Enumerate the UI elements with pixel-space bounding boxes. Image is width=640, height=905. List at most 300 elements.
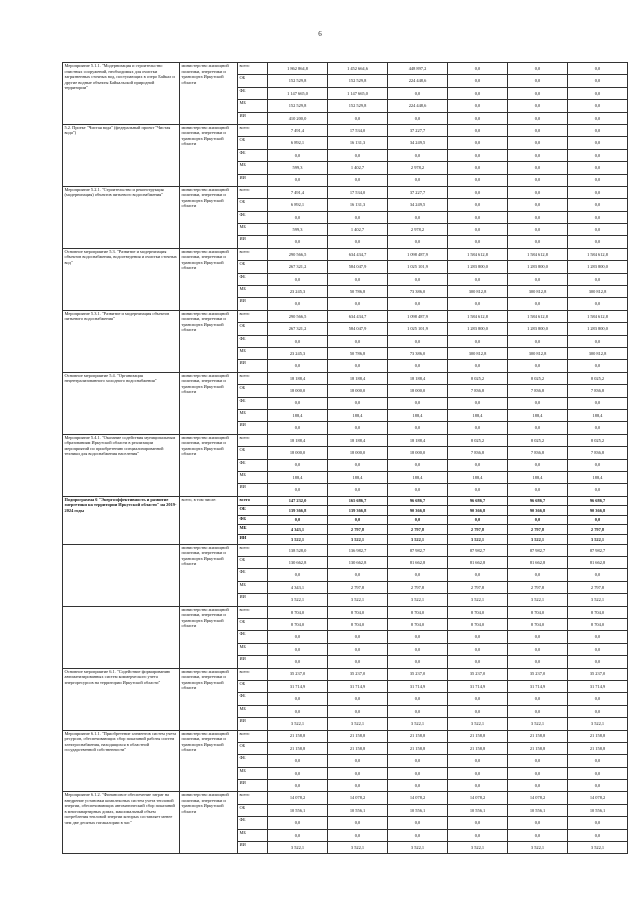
amount-cell: 2 797,8 xyxy=(568,525,628,535)
amount-cell: 31 714,9 xyxy=(448,680,508,692)
amount-cell: 18 188,4 xyxy=(268,434,328,446)
amount-cell: 90 366,8 xyxy=(448,506,508,516)
amount-cell: 18 000,0 xyxy=(388,447,448,459)
funding-source: ИИ xyxy=(238,718,268,730)
amount-cell: 139 366,8 xyxy=(328,506,388,516)
amount-cell: 267 321,2 xyxy=(268,261,328,273)
amount-cell: 8 704,0 xyxy=(328,618,388,630)
amount-cell: 0,0 xyxy=(268,360,328,372)
amount-cell: 0,0 xyxy=(328,693,388,705)
amount-cell: 188,4 xyxy=(388,409,448,421)
amount-cell: 3 522,1 xyxy=(388,594,448,606)
amount-cell: 300 812,8 xyxy=(448,347,508,359)
funding-source: МБ xyxy=(238,471,268,483)
amount-cell: 21 158,8 xyxy=(448,742,508,754)
amount-cell: 0,0 xyxy=(388,656,448,668)
amount-cell: 90 366,8 xyxy=(388,506,448,516)
amount-cell: 0,0 xyxy=(448,199,508,211)
amount-cell: 37 227,7 xyxy=(388,124,448,136)
amount-cell: 87 982,7 xyxy=(388,544,448,556)
amount-cell: 0,0 xyxy=(388,236,448,248)
amount-cell: 0,0 xyxy=(268,397,328,409)
amount-cell: 50 786,8 xyxy=(328,347,388,359)
amount-cell: 10 556,1 xyxy=(388,804,448,816)
amount-cell: 3 522,1 xyxy=(568,535,628,545)
amount-cell: 0,0 xyxy=(268,656,328,668)
amount-cell: 18 000,0 xyxy=(268,447,328,459)
amount-cell: 0,0 xyxy=(508,75,568,87)
amount-cell: 2 797,8 xyxy=(328,525,388,535)
amount-cell: 188,4 xyxy=(328,471,388,483)
amount-cell: 10 556,1 xyxy=(268,804,328,816)
executor-name: министерство жилищной политики, энергетики и транспорта Иркутской области xyxy=(180,668,238,730)
amount-cell: 0,0 xyxy=(448,149,508,161)
amount-cell: 0,0 xyxy=(268,459,328,471)
amount-cell: 18 188,4 xyxy=(388,372,448,384)
amount-cell: 0,0 xyxy=(268,755,328,767)
table-row xyxy=(63,186,628,198)
amount-cell: 0,0 xyxy=(508,100,568,112)
amount-cell: 0,0 xyxy=(508,643,568,655)
amount-cell: 0,0 xyxy=(508,459,568,471)
amount-cell: 0,0 xyxy=(268,273,328,285)
amount-cell: 0,0 xyxy=(508,780,568,792)
funding-source: ОБ xyxy=(238,618,268,630)
funding-source: ОБ xyxy=(238,137,268,149)
table-row xyxy=(63,606,628,618)
amount-cell: 3 522,1 xyxy=(268,718,328,730)
amount-cell: 0,0 xyxy=(388,705,448,717)
amount-cell: 1 283 800,0 xyxy=(568,323,628,335)
amount-cell: 0,0 xyxy=(508,817,568,829)
amount-cell: 16 131,3 xyxy=(328,199,388,211)
amount-cell: 188,4 xyxy=(268,471,328,483)
funding-source: ОБ xyxy=(238,75,268,87)
executor-name: министерство жилищной политики, энергетики и транспорта Иркутской области xyxy=(180,372,238,434)
amount-cell: 18 000,0 xyxy=(328,385,388,397)
funding-source: ИИ xyxy=(238,298,268,310)
amount-cell: 21 158,8 xyxy=(388,742,448,754)
amount-cell: 90 366,8 xyxy=(568,506,628,516)
amount-cell: 18 188,4 xyxy=(328,372,388,384)
amount-cell: 21 158,8 xyxy=(268,730,328,742)
table-row xyxy=(63,668,628,680)
funding-source: МБ xyxy=(238,100,268,112)
measure-name: Подпрограмма 6 "Энергоэффективность и развитие энергетики на территории Иркутской области" на 2019-2024 годы xyxy=(63,496,180,544)
amount-cell: 0,0 xyxy=(448,484,508,496)
amount-cell: 23 245,3 xyxy=(268,286,328,298)
amount-cell: 2 797,8 xyxy=(448,525,508,535)
amount-cell: 0,0 xyxy=(448,422,508,434)
amount-cell: 81 662,8 xyxy=(388,557,448,569)
executor-name: министерство жилищной политики, энергетики и транспорта Иркутской области xyxy=(180,63,238,125)
amount-cell: 0,0 xyxy=(568,705,628,717)
funding-source: всего xyxy=(238,372,268,384)
amount-cell: 73 386,0 xyxy=(388,286,448,298)
measure-name xyxy=(63,606,180,668)
amount-cell: 0,0 xyxy=(568,124,628,136)
amount-cell: 0,0 xyxy=(448,87,508,99)
amount-cell: 188,4 xyxy=(568,471,628,483)
amount-cell: 1 283 800,0 xyxy=(568,261,628,273)
amount-cell: 188,4 xyxy=(568,409,628,421)
amount-cell: 0,0 xyxy=(508,199,568,211)
amount-cell: 3 522,1 xyxy=(328,535,388,545)
amount-cell: 0,0 xyxy=(568,273,628,285)
amount-cell: 0,0 xyxy=(508,112,568,124)
funding-source: ФБ xyxy=(238,817,268,829)
amount-cell: 0,0 xyxy=(508,298,568,310)
amount-cell: 0,0 xyxy=(508,397,568,409)
amount-cell: 136 982,7 xyxy=(328,544,388,556)
measure-name: Мероприятие 5.1.1. "Модернизация и строительство очистных сооружений, необходимых для очистки загрязненных сточных вод, поступающих в озеро Байкал и другие водные объекты Байкальской природной территории" xyxy=(63,63,180,125)
amount-cell: 1 402,7 xyxy=(328,224,388,236)
amount-cell: 21 158,8 xyxy=(508,730,568,742)
amount-cell: 1 584 612,8 xyxy=(568,310,628,322)
funding-source: всего xyxy=(238,434,268,446)
amount-cell: 224 448,6 xyxy=(388,100,448,112)
amount-cell: 0,0 xyxy=(508,484,568,496)
amount-cell: 0,0 xyxy=(388,459,448,471)
executor-name: министерство жилищной политики, энергетики и транспорта Иркутской области xyxy=(180,124,238,186)
amount-cell: 130 662,8 xyxy=(328,557,388,569)
amount-cell: 8 704,0 xyxy=(268,606,328,618)
amount-cell: 0,0 xyxy=(268,298,328,310)
amount-cell: 300 812,8 xyxy=(508,286,568,298)
amount-cell: 0,0 xyxy=(448,767,508,779)
funding-source: всего xyxy=(238,248,268,260)
funding-source: ОБ xyxy=(238,742,268,754)
amount-cell: 0,0 xyxy=(388,397,448,409)
amount-cell: 0,0 xyxy=(268,236,328,248)
amount-cell: 21 158,8 xyxy=(568,742,628,754)
amount-cell: 0,0 xyxy=(448,100,508,112)
funding-source: МБ xyxy=(238,409,268,421)
amount-cell: 0,0 xyxy=(448,780,508,792)
amount-cell: 35 237,0 xyxy=(508,668,568,680)
amount-cell: 0,0 xyxy=(448,360,508,372)
amount-cell: 3 522,1 xyxy=(268,842,328,854)
amount-cell: 90 366,8 xyxy=(508,506,568,516)
funding-source: ОБ xyxy=(238,385,268,397)
amount-cell: 10 556,1 xyxy=(568,804,628,816)
amount-cell: 1 283 800,0 xyxy=(508,323,568,335)
amount-cell: 31 714,9 xyxy=(328,680,388,692)
amount-cell: 1 147 665,0 xyxy=(268,87,328,99)
amount-cell: 17 534,0 xyxy=(328,186,388,198)
funding-source: МБ xyxy=(238,705,268,717)
amount-cell: 0,0 xyxy=(328,335,388,347)
funding-source: МБ xyxy=(238,643,268,655)
amount-cell: 0,0 xyxy=(388,643,448,655)
measure-name xyxy=(63,544,180,606)
amount-cell: 0,0 xyxy=(508,273,568,285)
amount-cell: 2 797,8 xyxy=(448,581,508,593)
amount-cell: 87 982,7 xyxy=(508,544,568,556)
amount-cell: 0,0 xyxy=(508,174,568,186)
amount-cell: 0,0 xyxy=(268,705,328,717)
funding-source: всего xyxy=(238,606,268,618)
funding-source: ИИ xyxy=(238,535,268,545)
measure-name: Основное мероприятие 5.3. "Развитие и модернизация объектов водоснабжения, водоотведения и очистки сточных вод" xyxy=(63,248,180,310)
amount-cell: 3 522,1 xyxy=(448,718,508,730)
amount-cell: 139 366,8 xyxy=(268,506,328,516)
amount-cell: 0,0 xyxy=(448,186,508,198)
amount-cell: 8 704,0 xyxy=(448,618,508,630)
amount-cell: 0,0 xyxy=(568,335,628,347)
amount-cell: 0,0 xyxy=(268,631,328,643)
amount-cell: 0,0 xyxy=(328,780,388,792)
amount-cell: 0,0 xyxy=(388,335,448,347)
amount-cell: 81 662,8 xyxy=(508,557,568,569)
amount-cell: 0,0 xyxy=(388,211,448,223)
funding-source: МБ xyxy=(238,581,268,593)
amount-cell: 584 047,9 xyxy=(328,261,388,273)
amount-cell: 4 343,1 xyxy=(268,525,328,535)
amount-cell: 0,0 xyxy=(508,631,568,643)
amount-cell: 0,0 xyxy=(568,211,628,223)
amount-cell: 96 686,7 xyxy=(388,496,448,506)
amount-cell: 0,0 xyxy=(508,124,568,136)
funding-source: всего xyxy=(238,544,268,556)
amount-cell: 0,0 xyxy=(568,162,628,174)
amount-cell: 0,0 xyxy=(448,298,508,310)
amount-cell: 0,0 xyxy=(568,569,628,581)
amount-cell: 0,0 xyxy=(328,705,388,717)
amount-cell: 3 522,1 xyxy=(508,594,568,606)
amount-cell: 165 686,7 xyxy=(328,496,388,506)
amount-cell: 31 714,9 xyxy=(568,680,628,692)
amount-cell: 8 704,0 xyxy=(568,606,628,618)
amount-cell: 34 249,5 xyxy=(388,199,448,211)
amount-cell: 0,0 xyxy=(388,112,448,124)
amount-cell: 0,0 xyxy=(508,186,568,198)
amount-cell: 152 529,8 xyxy=(268,75,328,87)
amount-cell: 7 836,8 xyxy=(508,385,568,397)
amount-cell: 0,0 xyxy=(448,162,508,174)
amount-cell: 21 158,8 xyxy=(508,742,568,754)
amount-cell: 8 704,0 xyxy=(328,606,388,618)
amount-cell: 0,0 xyxy=(508,335,568,347)
executor-name: министерство жилищной политики, энергетики и транспорта Иркутской области xyxy=(180,434,238,496)
amount-cell: 0,0 xyxy=(508,162,568,174)
amount-cell: 0,0 xyxy=(508,236,568,248)
measure-name: Мероприятие 6.1.2. "Финансовое обеспечение затрат на внедрение установки комплексных систем учета тепловой энергии, обеспечивающих автоматический сбор показаний в многоквартирных домах, максимальный объем потребления тепловой энергии которых составляет менее чем две десятых гигакалории в час" xyxy=(63,792,180,854)
amount-cell: 21 158,8 xyxy=(328,742,388,754)
amount-cell: 0,0 xyxy=(328,298,388,310)
amount-cell: 81 662,8 xyxy=(448,557,508,569)
amount-cell: 0,0 xyxy=(448,397,508,409)
amount-cell: 0,0 xyxy=(568,100,628,112)
funding-source: ФБ xyxy=(238,211,268,223)
amount-cell: 188,4 xyxy=(328,409,388,421)
amount-cell: 35 237,0 xyxy=(568,668,628,680)
amount-cell: 31 714,9 xyxy=(508,680,568,692)
funding-source: ОБ xyxy=(238,261,268,273)
amount-cell: 0,0 xyxy=(448,236,508,248)
amount-cell: 7 491,4 xyxy=(268,124,328,136)
amount-cell: 0,0 xyxy=(328,569,388,581)
funding-source: ИИ xyxy=(238,422,268,434)
funding-source: ФБ xyxy=(238,149,268,161)
amount-cell: 188,4 xyxy=(508,471,568,483)
amount-cell: 73 386,0 xyxy=(388,347,448,359)
amount-cell: 0,0 xyxy=(568,422,628,434)
amount-cell: 3 522,1 xyxy=(388,718,448,730)
amount-cell: 0,0 xyxy=(508,137,568,149)
amount-cell: 96 686,7 xyxy=(448,496,508,506)
amount-cell: 0,0 xyxy=(328,459,388,471)
amount-cell: 634 434,7 xyxy=(328,248,388,260)
amount-cell: 1 283 800,0 xyxy=(508,261,568,273)
amount-cell: 0,0 xyxy=(508,693,568,705)
amount-cell: 300 812,8 xyxy=(508,347,568,359)
amount-cell: 0,0 xyxy=(328,112,388,124)
amount-cell: 0,0 xyxy=(448,137,508,149)
amount-cell: 0,0 xyxy=(448,335,508,347)
amount-cell: 8 704,0 xyxy=(508,606,568,618)
amount-cell: 0,0 xyxy=(448,174,508,186)
amount-cell: 1 025 101,9 xyxy=(388,261,448,273)
amount-cell: 3 522,1 xyxy=(508,535,568,545)
amount-cell: 0,0 xyxy=(328,515,388,525)
amount-cell: 96 686,7 xyxy=(508,496,568,506)
measure-name: 5.2. Проект "Чистая вода" (федеральный проект "Чистая вода") xyxy=(63,124,180,186)
amount-cell: 0,0 xyxy=(328,211,388,223)
amount-cell: 0,0 xyxy=(568,755,628,767)
amount-cell: 0,0 xyxy=(568,186,628,198)
funding-source: ОБ xyxy=(238,199,268,211)
amount-cell: 0,0 xyxy=(268,569,328,581)
amount-cell: 8 704,0 xyxy=(448,606,508,618)
amount-cell: 0,0 xyxy=(568,360,628,372)
amount-cell: 18 000,0 xyxy=(328,447,388,459)
amount-cell: 0,0 xyxy=(388,87,448,99)
amount-cell: 10 556,1 xyxy=(448,804,508,816)
amount-cell: 6 892,1 xyxy=(268,199,328,211)
amount-cell: 10 556,1 xyxy=(508,804,568,816)
amount-cell: 0,0 xyxy=(568,63,628,75)
executor-name: министерство жилищной политики, энергетики и транспорта Иркутской области xyxy=(180,310,238,372)
amount-cell: 87 982,7 xyxy=(568,544,628,556)
amount-cell: 87 982,7 xyxy=(448,544,508,556)
page-number: 6 xyxy=(318,30,322,38)
amount-cell: 0,0 xyxy=(568,484,628,496)
amount-cell: 0,0 xyxy=(388,149,448,161)
amount-cell: 8 704,0 xyxy=(388,618,448,630)
amount-cell: 0,0 xyxy=(388,631,448,643)
funding-source: МБ xyxy=(238,286,268,298)
amount-cell: 0,0 xyxy=(568,459,628,471)
amount-cell: 0,0 xyxy=(568,87,628,99)
amount-cell: 0,0 xyxy=(508,360,568,372)
amount-cell: 21 158,8 xyxy=(388,730,448,742)
amount-cell: 152 529,8 xyxy=(268,100,328,112)
amount-cell: 0,0 xyxy=(508,767,568,779)
amount-cell: 0,0 xyxy=(268,817,328,829)
amount-cell: 0,0 xyxy=(448,829,508,841)
amount-cell: 0,0 xyxy=(388,360,448,372)
amount-cell: 0,0 xyxy=(448,705,508,717)
amount-cell: 0,0 xyxy=(508,224,568,236)
amount-cell: 14 078,2 xyxy=(268,792,328,804)
amount-cell: 0,0 xyxy=(328,656,388,668)
amount-cell: 1 098 487,9 xyxy=(388,248,448,260)
amount-cell: 0,0 xyxy=(448,515,508,525)
amount-cell: 1 584 612,8 xyxy=(448,248,508,260)
funding-source: ФБ xyxy=(238,569,268,581)
amount-cell: 0,0 xyxy=(268,211,328,223)
amount-cell: 0,0 xyxy=(568,817,628,829)
amount-cell: 0,0 xyxy=(268,767,328,779)
amount-cell: 14 078,2 xyxy=(448,792,508,804)
funding-source: ФБ xyxy=(238,87,268,99)
amount-cell: 0,0 xyxy=(568,149,628,161)
funding-source: ИИ xyxy=(238,112,268,124)
amount-cell: 0,0 xyxy=(448,755,508,767)
amount-cell: 0,0 xyxy=(568,236,628,248)
funding-source: МБ xyxy=(238,162,268,174)
amount-cell: 0,0 xyxy=(328,397,388,409)
amount-cell: 3 522,1 xyxy=(388,842,448,854)
funding-source: всего xyxy=(238,124,268,136)
table-row xyxy=(63,310,628,322)
table-row xyxy=(63,730,628,742)
amount-cell: 0,0 xyxy=(388,780,448,792)
amount-cell: 0,0 xyxy=(268,484,328,496)
amount-cell: 3 522,1 xyxy=(568,718,628,730)
amount-cell: 3 522,1 xyxy=(568,842,628,854)
amount-cell: 8 025,2 xyxy=(448,434,508,446)
funding-source: ИИ xyxy=(238,842,268,854)
amount-cell: 0,0 xyxy=(508,656,568,668)
funding-source: ИИ xyxy=(238,594,268,606)
amount-cell: 3 522,1 xyxy=(508,718,568,730)
funding-source: МБ xyxy=(238,347,268,359)
amount-cell: 0,0 xyxy=(448,643,508,655)
amount-cell: 0,0 xyxy=(388,817,448,829)
amount-cell: 14 078,2 xyxy=(568,792,628,804)
amount-cell: 0,0 xyxy=(328,273,388,285)
amount-cell: 18 000,0 xyxy=(268,385,328,397)
funding-source: МБ xyxy=(238,525,268,535)
amount-cell: 7 836,8 xyxy=(508,447,568,459)
amount-cell: 152 529,8 xyxy=(328,75,388,87)
amount-cell: 0,0 xyxy=(448,817,508,829)
amount-cell: 21 158,8 xyxy=(448,730,508,742)
amount-cell: 0,0 xyxy=(328,149,388,161)
amount-cell: 8 704,0 xyxy=(268,618,328,630)
amount-cell: 0,0 xyxy=(268,693,328,705)
funding-source: ОБ xyxy=(238,680,268,692)
amount-cell: 0,0 xyxy=(568,767,628,779)
amount-cell: 0,0 xyxy=(268,335,328,347)
amount-cell: 16 131,3 xyxy=(328,137,388,149)
amount-cell: 21 158,8 xyxy=(568,730,628,742)
amount-cell: 0,0 xyxy=(508,515,568,525)
amount-cell: 599,3 xyxy=(268,224,328,236)
amount-cell: 0,0 xyxy=(448,224,508,236)
amount-cell: 0,0 xyxy=(568,515,628,525)
measure-name: Мероприятие 5.4.1. "Оказание содействия муниципальным образованиям Иркутской области в реализации мероприятий по приобретению специализированной техники для водоснабжения населения" xyxy=(63,434,180,496)
amount-cell: 1 402,7 xyxy=(328,162,388,174)
amount-cell: 81 662,8 xyxy=(568,557,628,569)
amount-cell: 2 797,8 xyxy=(508,525,568,535)
amount-cell: 8 025,2 xyxy=(568,372,628,384)
amount-cell: 0,0 xyxy=(388,273,448,285)
amount-cell: 2 978,2 xyxy=(388,224,448,236)
amount-cell: 0,0 xyxy=(268,515,328,525)
